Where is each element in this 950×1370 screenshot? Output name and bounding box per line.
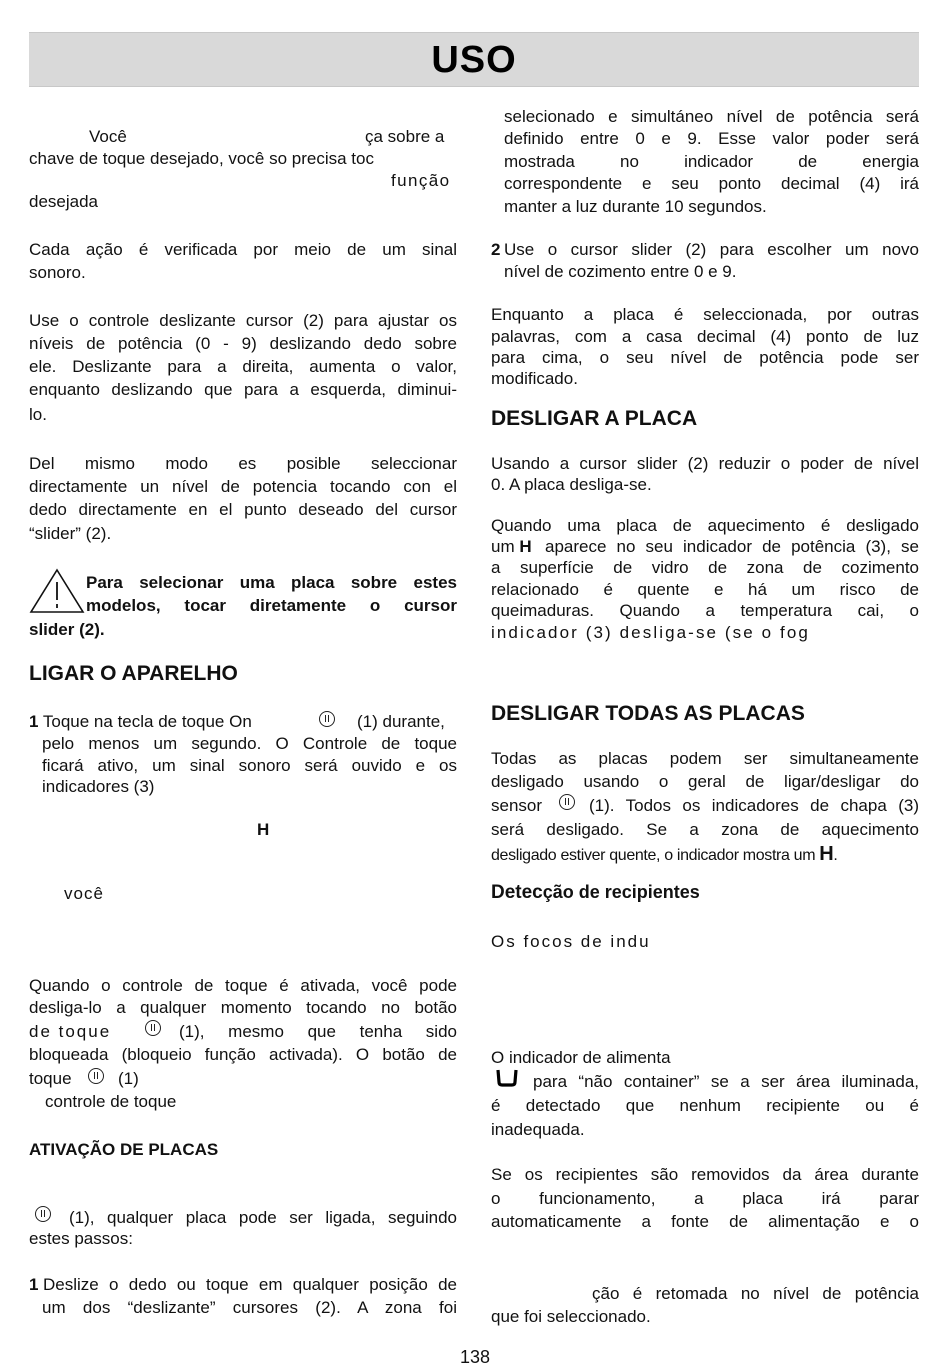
text-line: (1), qualquer placa pode ser ligada, seguindo (69, 1208, 457, 1227)
text-line: sonoro. (29, 263, 86, 282)
h-letter: H (519, 537, 532, 556)
warning-triangle-icon (29, 568, 85, 614)
step-line (29, 711, 252, 733)
text-line: (1) (118, 1069, 139, 1088)
text-line: O indicador de alimenta (491, 1048, 671, 1067)
text-line (491, 843, 838, 867)
text-line: manter a luz durante 10 segundos. (504, 197, 767, 216)
page-title: USO (431, 39, 517, 81)
text-line: dedo directamente en el punto deseado del cursor (29, 500, 457, 519)
text-line: desligado usando o geral de ligar/desligar do (491, 772, 919, 791)
warning-text: modelos, tocar diretamente o cursor (86, 596, 457, 615)
text-line: bloqueada (bloqueio função activada). O botão de (29, 1045, 457, 1064)
text-line: directamente un nível de potencia tocando con el (29, 477, 457, 496)
text-line: o funcionamento, a placa irá parar (491, 1189, 919, 1208)
step-number: 1 (29, 712, 39, 731)
text-line: é detectado que nenhum recipiente ou é (491, 1096, 919, 1115)
text-line: desejada (29, 192, 99, 211)
page-header (29, 32, 919, 87)
text-line: selecionado e simultáneo nível de potência será (504, 107, 919, 126)
section-heading-deteccao (491, 881, 700, 904)
text-line: será desligado. Se a zona de aquecimento (491, 820, 919, 839)
on-off-icon (145, 1020, 161, 1036)
text-line: desliga-lo a qualquer momento tocando no botão (29, 998, 457, 1017)
step-line (491, 239, 500, 261)
step-text: (1) durante, (357, 712, 445, 731)
step-text: ficará ativo, um sinal sonoro será ouvido e os (42, 756, 457, 775)
text-line: controle de toque (45, 1092, 177, 1111)
text-line: função (391, 171, 451, 190)
text-line: Enquanto a placa é seleccionada, por outras (491, 305, 919, 324)
text-line: Os focos de indu (491, 932, 651, 951)
text-line: para cima, o seu nível de potência pode ser (491, 348, 919, 367)
text-line: automaticamente a fonte de alimentação e o (491, 1212, 919, 1231)
step-line (29, 1274, 38, 1296)
text-line: aparece no seu indicador de potência (3), se (545, 537, 919, 556)
text-line: Quando uma placa de aquecimento é desligado (491, 516, 919, 535)
step-text: Toque na tecla de toque On (42, 712, 252, 731)
on-off-icon (319, 711, 335, 727)
text-line: Del mismo modo es posible seleccionar (29, 454, 457, 473)
text-line: definido entre 0 e 9. Esse valor poder será (504, 129, 919, 148)
text-line: que foi seleccionado. (491, 1307, 651, 1326)
no-container-symbol-icon (495, 1068, 519, 1088)
section-heading-ligar: LIGAR O APARELHO (29, 662, 238, 685)
text-line: 0. A placa desliga-se. (491, 475, 652, 494)
on-off-icon (559, 794, 575, 810)
text-line: Quando o controle de toque é ativada, você pode (29, 976, 457, 995)
h-letter: H (257, 820, 270, 839)
text-line: ça sobre a (365, 127, 445, 146)
step-number: 2 (491, 240, 501, 259)
text-line: níveis de potência (0 - 9) deslizando dedo sobre (29, 334, 457, 353)
on-off-icon (88, 1068, 104, 1084)
text-line: estes passos: (29, 1229, 133, 1248)
text-line: “slider” (2). (29, 524, 112, 543)
text-line (491, 536, 532, 558)
step-number: 1 (29, 1275, 39, 1294)
text-line: você (64, 884, 104, 903)
text-line: lo. (29, 405, 47, 424)
step-text: Deslize o dedo ou toque em qualquer posição de (43, 1275, 457, 1294)
warning-text: slider (2). (29, 620, 105, 639)
on-off-icon (35, 1206, 51, 1222)
text-segment: um (491, 537, 515, 556)
text-line: toque (29, 1069, 72, 1088)
text-segment: desligado estiver quente, o indicador mostra um (491, 847, 816, 864)
text-line: relacionado é quente e há um risco de (491, 580, 919, 599)
text-line: para “não container” se a ser área iluminada, (533, 1072, 919, 1091)
section-heading-todas: DESLIGAR TODAS AS PLACAS (491, 702, 805, 725)
h-letter: H (819, 843, 834, 865)
text-line: palavras, com a casa decimal (4) ponto de luz (491, 327, 919, 346)
text-line: a superfície de vidro de zona de cozimento (491, 558, 919, 577)
step-text: um dos “deslizante” cursores (2). A zona foi (42, 1298, 457, 1317)
text-line: Você (89, 127, 127, 146)
text-segment: . (833, 847, 838, 864)
text-line: Cada ação é verificada por meio de um sinal (29, 240, 457, 259)
text-line: Se os recipientes são removidos da área durante (491, 1165, 919, 1184)
heading-segment: ção de recipientes (542, 882, 700, 902)
step-text: pelo menos um segundo. O Controle de toque (42, 734, 457, 753)
section-heading-desligar: DESLIGAR A PLACA (491, 407, 698, 430)
step-text: nível de cozimento entre 0 e 9. (504, 262, 737, 281)
heading-segment: Detec (491, 882, 543, 903)
warning-text: Para selecionar uma placa sobre estes (86, 573, 457, 592)
text-line: chave de toque desejado, você so precisa toc (29, 149, 374, 168)
text-line: mostrada no indicador de energia (504, 152, 919, 171)
text-line: ção é retomada no nível de potência (592, 1284, 919, 1303)
page-number: 138 (459, 1347, 491, 1367)
text-line: correspondente e seu ponto decimal (4) irá (504, 174, 919, 193)
text-line: enquanto deslizando que para a esquerda, diminui- (29, 380, 457, 399)
text-line: sensor (491, 796, 543, 815)
text-line: de toque (29, 1022, 112, 1041)
text-line: Usando a cursor slider (2) reduzir o poder de nível (491, 454, 919, 473)
text-line: indicador (3) desliga-se (se o fog (491, 623, 810, 642)
text-line: inadequada. (491, 1120, 585, 1139)
text-line: Use o controle deslizante cursor (2) para ajustar os (29, 311, 457, 330)
text-line: (1), mesmo que tenha sido (179, 1022, 457, 1041)
text-line: Todas as placas podem ser simultaneamente (491, 749, 919, 768)
section-heading-ativacao: ATIVAÇÃO DE PLACAS (29, 1140, 219, 1159)
text-line: ele. Deslizante para a direita, aumenta o valor, (29, 357, 457, 376)
text-line: (1). Todos os indicadores de chapa (3) (589, 796, 919, 815)
step-text: indicadores (3) (42, 777, 155, 796)
step-text: Use o cursor slider (2) para escolher um novo (504, 240, 919, 259)
text-line: queimaduras. Quando a temperatura cai, o (491, 601, 919, 620)
text-line: modificado. (491, 369, 578, 388)
